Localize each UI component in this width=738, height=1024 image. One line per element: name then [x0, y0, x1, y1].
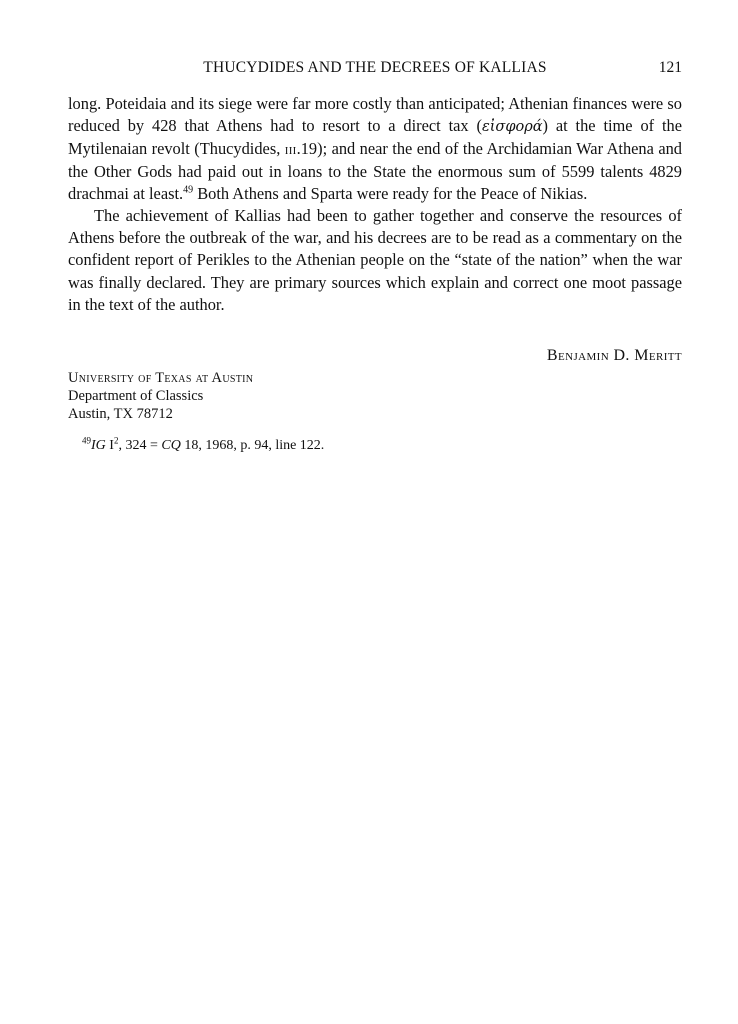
paragraph-1-text-a: long. Poteidaia and its siege were far more costly than anticipated; Athenian finances were so reduced by 428 that Athens had to resort to a direct tax (	[68, 94, 682, 136]
footnote-ig-edition: 2	[113, 435, 119, 446]
author-signature: Benjamin D. Meritt	[546, 347, 682, 364]
footnote-49	[82, 437, 682, 455]
footnote-text-b: 18, 1968, p. 94, line 122.	[180, 438, 325, 453]
address-department: Department of Classics	[68, 388, 204, 404]
body-text	[68, 93, 682, 316]
footnote-ig: IG	[91, 438, 106, 453]
footnote-marker[interactable]: 49	[183, 184, 194, 196]
footnote-text-a: , 324 =	[118, 438, 162, 453]
paragraph-1-text-d: Both Athens and Sparta were ready for the Peace of Nikias.	[193, 183, 588, 203]
footnote-cq: CQ	[161, 438, 181, 453]
book-reference: iii	[284, 139, 297, 159]
greek-term: εἰσφορά	[481, 119, 543, 136]
paragraph-1-text-c: .19); and near the end of the Archidamian War Athena and the Other Gods had paid out in loans to the State the enormous sum of 5599 talents 4829 drachmai at least.	[68, 139, 682, 203]
page-number: 121	[658, 59, 682, 76]
footnote-ig-volume: I	[105, 438, 114, 453]
paragraph-1-text-b: ) at the time of the Mytilenaian revolt (Thucydides,	[68, 116, 683, 159]
running-title: THUCYDIDES AND THE DECREES OF KALLIAS	[203, 59, 547, 76]
footnote-number: 49	[82, 435, 91, 446]
paragraph-2: The achievement of Kallias had been to gather together and conserve the resources of Athens before the outbreak of the war, and his decrees are to be read as a commentary on the confident report of Perikles to the Athenian people on the “state of the nation” when the war was finally declared. They are primary sources which explain and correct one moot passage in the text of the author.	[68, 206, 682, 314]
address-institution: University of Texas at Austin	[68, 370, 254, 386]
running-head	[68, 57, 682, 79]
address-city: Austin, TX 78712	[68, 406, 173, 422]
paragraph-1	[68, 93, 682, 205]
author-address	[68, 369, 468, 423]
